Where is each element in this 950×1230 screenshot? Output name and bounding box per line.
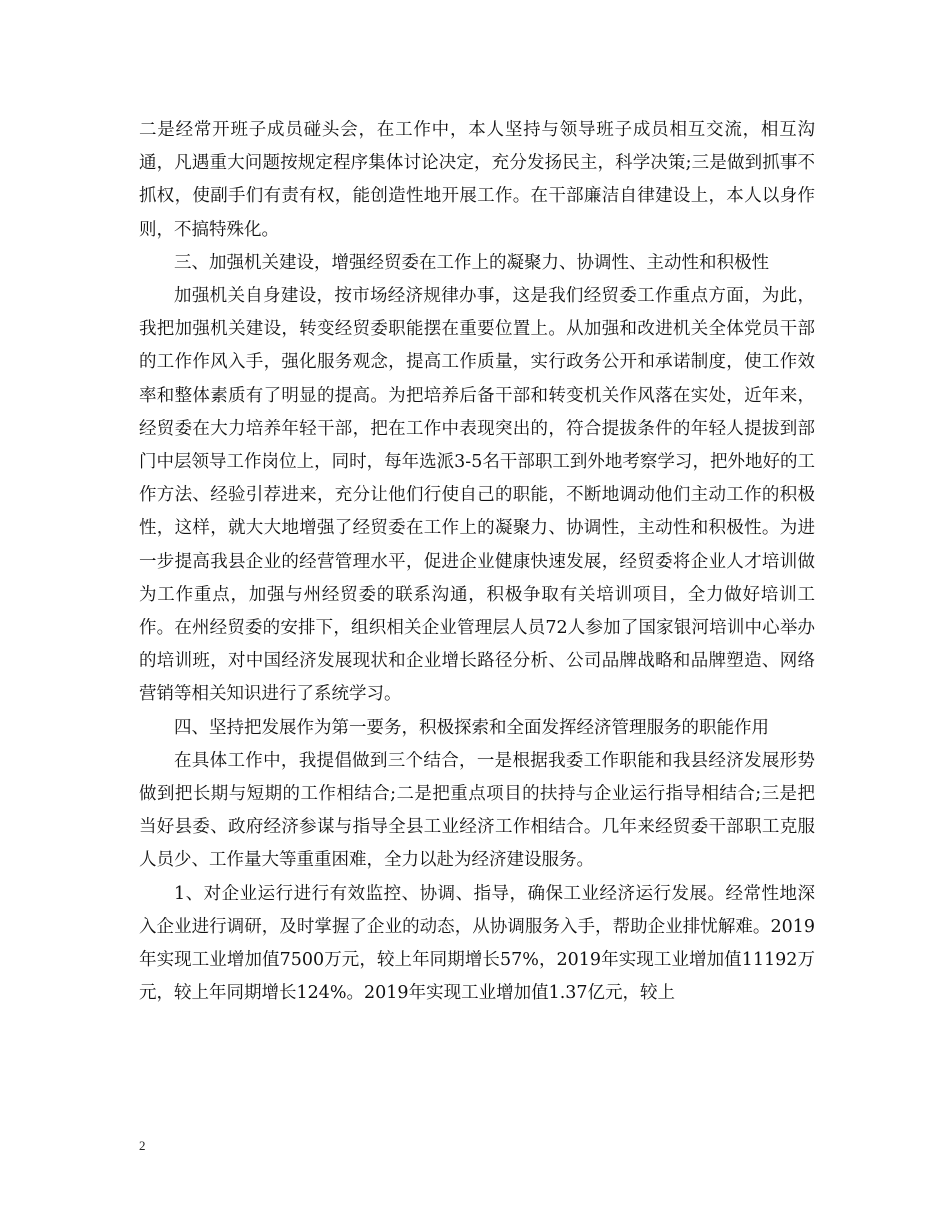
section-heading-4: 四、坚持把发展作为第一要务，积极探索和全面发挥经济管理服务的职能作用 (174, 717, 769, 738)
paragraph-2: 加强机关自身建设，按市场经济规律办事，这是我们经贸委工作重点方面，为此，我把加强机关建设，转变经贸委职能摆在重要位置上。从加强和改进机关全体党员干部的工作作风入手，强化服务观念，提高工作质量，实行政务公开和承诺制度，使工作效率和整体素质有了明显的提高。为把培养后备干部和转变机关作风落在实处，近年来，经贸委在大力培养年轻干部，把在工作中表现突出的，符合提拔条件的年轻人提拔到部门中层领导工作岗位上，同时，每年选派3-5名干部职工到外地考察学习，把外地好的工作方法、经验引荐进来，充分让他们行使自己的职能，不断地调动他们主动工作的积极性，这样，就大大地增强了经贸委在工作上的凝聚力、协调性，主动性和积极性。为进一步提高我县企业的经营管理水平，促进企业健康快速发展，经贸委将企业人才培训做为工作重点，加强与州经贸委的联系沟通，积极争取有关培训项目，全力做好培训工作。在州经贸委的安排下，组织相关企业管理层人员72人参加了国家银河培训中心举办的培训班，对中国经济发展现状和企业增长路径分析、公司品牌战略和品牌塑造、网络营销等相关知识进行了系统学习。 (139, 286, 815, 705)
paragraph-1: 二是经常开班子成员碰头会，在工作中，本人坚持与领导班子成员相互交流，相互沟通，凡遇重大问题按规定程序集体讨论决定，充分发扬民主，科学决策;三是做到抓事不抓权，使副手们有责有权，能创造性地开展工作。在干部廉洁自律建设上，本人以身作则，不搞特殊化。 (139, 120, 815, 240)
section-heading-3: 三、加强机关建设，增强经贸委在工作上的凝聚力、协调性、主动性和积极性 (174, 252, 769, 273)
paragraph-3: 在具体工作中，我提倡做到三个结合，一是根据我委工作职能和我县经济发展形势做到把长期与短期的工作相结合;二是把重点项目的扶持与企业运行指导相结合;三是把当好县委、政府经济参谋与指导全县工业经济工作相结合。几年来经贸委干部职工克服人员少、工作量大等重重困难，全力以赴为经济建设服务。 (139, 750, 815, 871)
document-body (139, 114, 815, 1010)
page-number: 2 (139, 1138, 146, 1153)
paragraph-4: 1、对企业运行进行有效监控、协调、指导，确保工业经济运行发展。经常性地深入企业进行调研，及时掌握了企业的动态，从协调服务入手，帮助企业排忧解难。2019年实现工业增加值7500万元，较上年同期增长57%，2019年实现工业增加值11192万元，较上年同期增长124%。2019年实现工业增加值1.37亿元，较上 (139, 883, 815, 1004)
